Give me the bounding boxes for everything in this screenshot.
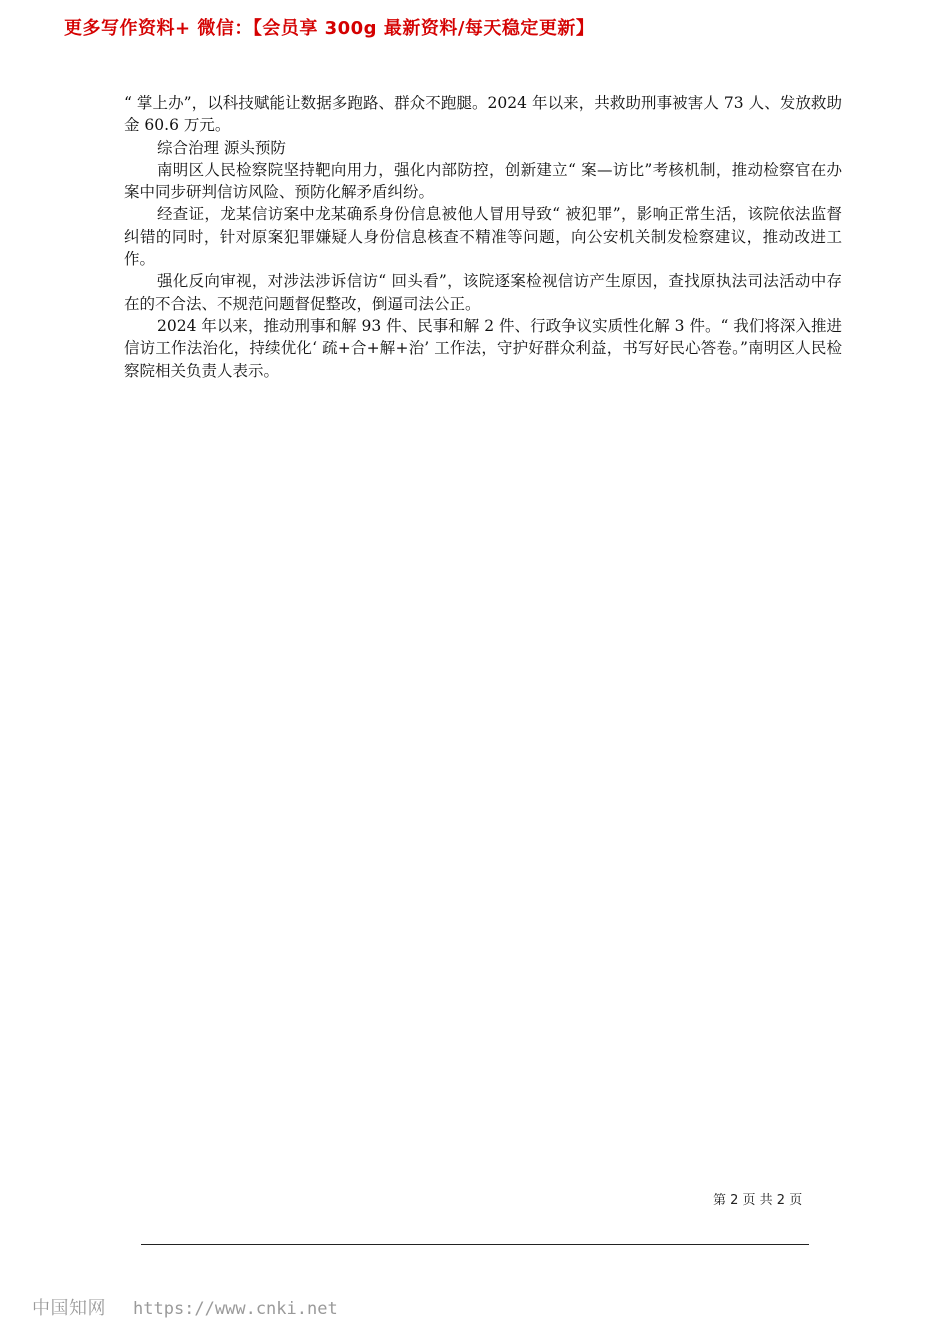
cnki-url: https://www.cnki.net xyxy=(133,1299,338,1319)
article-body xyxy=(124,92,842,382)
article-paragraph: “ 掌上办”，以科技赋能让数据多跑路、群众不跑腿。2024 年以来，共救助刑事被害人 73 人、发放救助金 60.6 万元。 xyxy=(124,94,842,135)
cnki-logo: 中国知网 xyxy=(32,1298,106,1319)
article-paragraph: 2024 年以来，推动刑事和解 93 件、民事和解 2 件、行政争议实质性化解 3 件。“ 我们将深入推进信访工作法治化，持续优化‘ 疏+合+解+治’ 工作法，守护好群众利益，书写好民心答卷。”南明区人民检察院相关负责人表示。 xyxy=(124,316,842,380)
article-paragraph: 南明区人民检察院坚持靶向用力，强化内部防控，创新建立“ 案—访比”考核机制，推动检察官在办案中同步研判信访风险、预防化解矛盾纠纷。 xyxy=(124,160,842,202)
footer-divider xyxy=(141,1244,809,1245)
promo-banner: 更多写作资料+ 微信：【会员享 300g 最新资料/每天稳定更新】 xyxy=(64,18,595,39)
page-number: 第 2 页 共 2 页 xyxy=(713,1193,803,1208)
section-heading: 综合治理 源头预防 xyxy=(157,138,286,157)
article-paragraph: 强化反向审视，对涉法涉诉信访“ 回头看”，该院逐案检视信访产生原因，查找原执法司法活动中存在的不合法、不规范问题督促整改，倒逼司法公正。 xyxy=(124,272,842,313)
article-paragraph: 经查证，龙某信访案中龙某确系身份信息被他人冒用导致“ 被犯罪”，影响正常生活，该院依法监督纠错的同时，针对原案犯罪嫌疑人身份信息核查不精准等问题，向公安机关制发检察建议，推动改进工作。 xyxy=(124,205,842,269)
cnki-watermark xyxy=(32,1294,338,1320)
